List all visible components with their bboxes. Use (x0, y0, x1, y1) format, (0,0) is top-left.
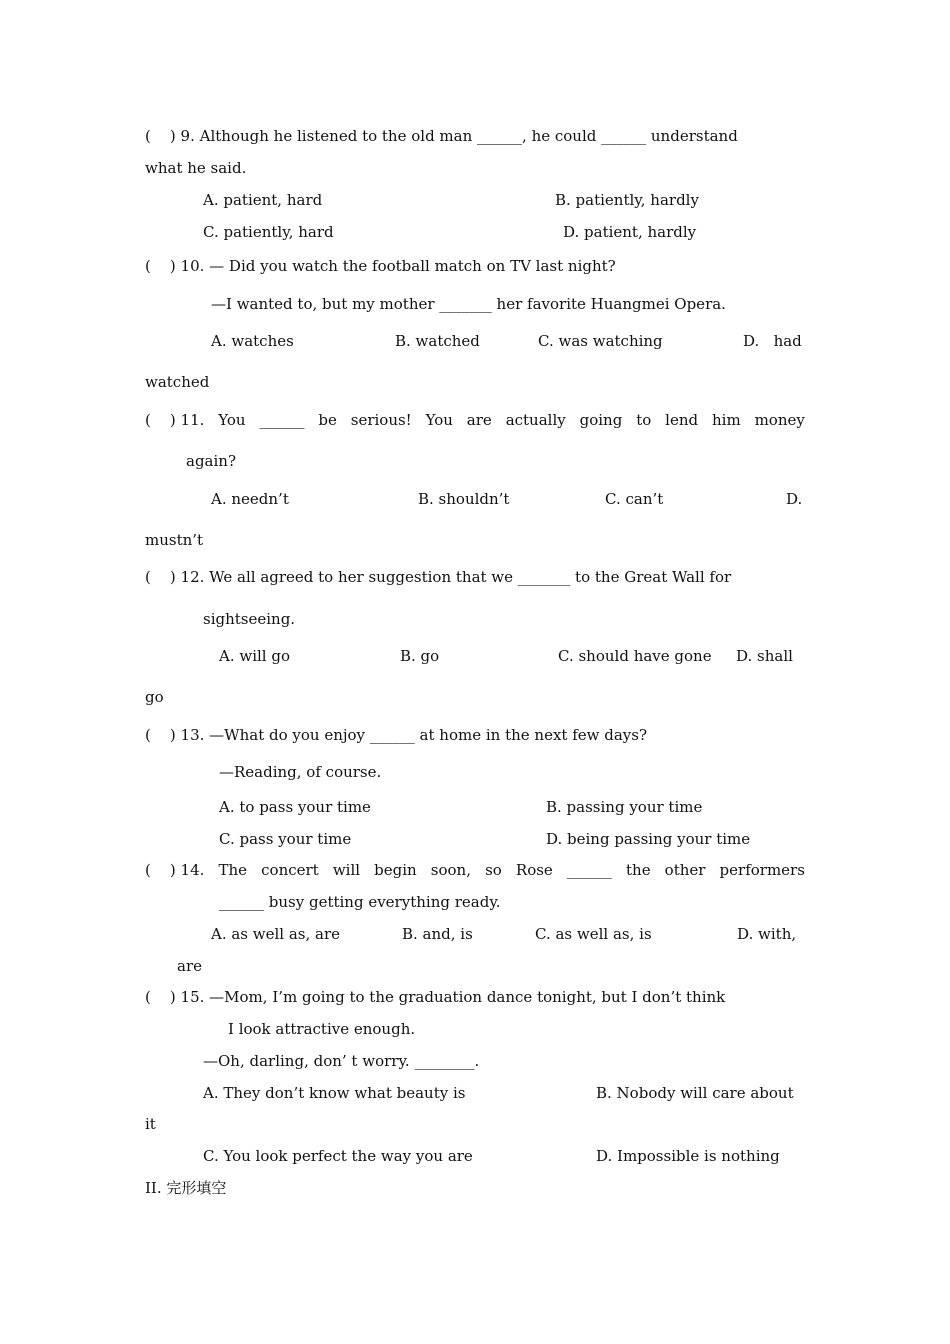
q11-word: lend (665, 411, 699, 429)
q14-word: concert (261, 861, 319, 879)
q10-stem-line2: —I wanted to, but my mother _______ her favorite Huangmei Opera. (211, 295, 726, 313)
q11-word: actually (505, 411, 566, 429)
q12-option-a: A. will go (219, 647, 291, 665)
q15-option-a: A. They don’t know what beauty is (203, 1084, 466, 1102)
q14-word: so (485, 861, 502, 879)
q14-option-d: D. with, (737, 925, 797, 943)
q9-stem-line2: what he said. (145, 159, 247, 177)
q15-stem-line3: —Oh, darling, don’ t worry. ________. (203, 1052, 480, 1070)
q13-option-d: D. being passing your time (546, 830, 751, 848)
section-heading: II. 完形填空 (145, 1179, 227, 1197)
q9-stem-line1: ( ) 9. Although he listened to the old man ______, he could ______ understand (145, 127, 738, 145)
q11-word: to (636, 411, 652, 429)
q11-stem-line2: again? (186, 452, 236, 470)
q10-option-c: C. was watching (538, 332, 663, 350)
q14-option-b: B. and, is (402, 925, 473, 943)
q15-option-b: B. Nobody will care about (596, 1084, 794, 1102)
q14-word: the (626, 861, 651, 879)
q10-option-b: B. watched (395, 332, 480, 350)
q11-stem-line1 (145, 410, 805, 430)
q11-word: money (754, 411, 805, 429)
q12-stem-line1: ( ) 12. We all agreed to her suggestion that we _______ to the Great Wall for (145, 568, 732, 586)
q9-option-d: D. patient, hardly (563, 223, 697, 241)
q15-stem-line1: ( ) 15. —Mom, I’m going to the graduation dance tonight, but I don’t think (145, 988, 726, 1006)
q11-word: him (712, 411, 741, 429)
q13-stem-line1: ( ) 13. —What do you enjoy ______ at home in the next few days? (145, 726, 647, 744)
q10-option-d-continued: watched (145, 373, 210, 391)
q11-word: are (466, 411, 492, 429)
q11-word: serious! (350, 411, 412, 429)
q11-word: ______ (259, 411, 305, 429)
q12-option-c: C. should have gone (558, 647, 712, 665)
q10-stem-line1: ( ) 10. — Did you watch the football match on TV last night? (145, 257, 616, 275)
q9-option-a: A. patient, hard (203, 191, 323, 209)
q14-word: Rose (515, 861, 553, 879)
q14-word: ( ) 14. (145, 861, 205, 879)
q14-stem-line2: ______ busy getting everything ready. (219, 893, 501, 911)
q14-option-d-continued: are (177, 957, 202, 975)
q11-option-c: C. can’t (605, 490, 664, 508)
q14-word: other (664, 861, 706, 879)
q14-word: The (218, 861, 248, 879)
q9-option-b: B. patiently, hardly (555, 191, 699, 209)
q15-option-c: C. You look perfect the way you are (203, 1147, 473, 1165)
q11-option-a: A. needn’t (211, 490, 289, 508)
q9-option-c: C. patiently, hard (203, 223, 334, 241)
q13-option-a: A. to pass your time (219, 798, 371, 816)
q14-word: soon, (430, 861, 471, 879)
q11-word: ( ) 11. (145, 411, 205, 429)
q15-stem-line2: I look attractive enough. (228, 1020, 416, 1038)
q11-option-b: B. shouldn’t (418, 490, 510, 508)
q14-word: ______ (566, 861, 612, 879)
q11-option-d: D. (786, 490, 803, 508)
q13-option-c: C. pass your time (219, 830, 352, 848)
q10-option-d: D. had (743, 332, 802, 350)
q11-word: going (579, 411, 623, 429)
q14-word: begin (374, 861, 417, 879)
q11-option-d-continued: mustn’t (145, 531, 204, 549)
q14-word: will (332, 861, 361, 879)
q11-word: You (425, 411, 453, 429)
q13-stem-line2: —Reading, of course. (219, 763, 382, 781)
q12-option-d: D. shall (736, 647, 793, 665)
q14-option-a: A. as well as, are (211, 925, 341, 943)
q11-word: be (318, 411, 337, 429)
q13-option-b: B. passing your time (546, 798, 703, 816)
q14-stem-line1 (145, 860, 805, 880)
q11-word: You (218, 411, 246, 429)
q12-option-b: B. go (400, 647, 440, 665)
q14-option-c: C. as well as, is (535, 925, 652, 943)
q15-option-d: D. Impossible is nothing (596, 1147, 780, 1165)
q12-option-d-continued: go (145, 688, 164, 706)
q15-option-b-continued: it (145, 1115, 156, 1133)
q14-word: performers (719, 861, 805, 879)
q10-option-a: A. watches (211, 332, 294, 350)
q12-stem-line2: sightseeing. (203, 610, 296, 628)
